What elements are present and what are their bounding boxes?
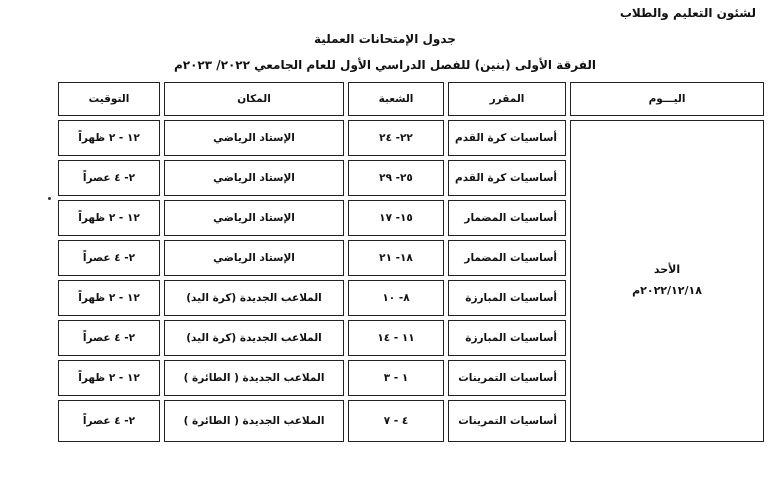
row-place: الملاعب الجديدة ( الطائرة ) xyxy=(164,360,344,396)
header-day: اليـــوم xyxy=(570,82,764,116)
day-name: الأحد xyxy=(653,263,681,277)
stray-mark xyxy=(48,197,51,200)
row-course: أساسيات المضمار xyxy=(448,200,566,236)
row-place: الإستاد الرياضي xyxy=(164,160,344,196)
row-place: الملاعب الجديدة ( الطائرة ) xyxy=(164,400,344,442)
row-course: أساسيات المضمار xyxy=(448,240,566,276)
row-place: الملاعب الجديدة (كرة اليد) xyxy=(164,320,344,356)
row-time: ٢- ٤ عصراً xyxy=(58,400,160,442)
row-section: ١٥- ١٧ xyxy=(348,200,444,236)
row-section: ١٨- ٢١ xyxy=(348,240,444,276)
document-subtitle: الفرقة الأولى (بنين) للفصل الدراسي الأول للعام الجامعي ٢٠٢٢/ ٢٠٢٣م xyxy=(173,58,597,72)
row-place: الإستاد الرياضي xyxy=(164,120,344,156)
row-course: أساسيات المبارزة xyxy=(448,280,566,316)
row-course: أساسيات التمرينات xyxy=(448,400,566,442)
header-course: المقرر xyxy=(448,82,566,116)
day-date: ٢٠٢٢/١٢/١٨م xyxy=(632,284,702,297)
row-time: ١٢ - ٢ ظهراً xyxy=(58,200,160,236)
row-course: أساسيات كرة القدم xyxy=(448,160,566,196)
header-section: الشعبة xyxy=(348,82,444,116)
row-section: ٨- ١٠ xyxy=(348,280,444,316)
row-time: ٢- ٤ عصراً xyxy=(58,320,160,356)
row-course: أساسيات التمرينات xyxy=(448,360,566,396)
department-heading: لشئون التعليم والطلاب xyxy=(619,6,756,20)
row-time: ١٢ - ٢ ظهراً xyxy=(58,280,160,316)
row-section: ٢٢- ٢٤ xyxy=(348,120,444,156)
row-time: ٢- ٤ عصراً xyxy=(58,240,160,276)
exam-schedule-table xyxy=(58,82,764,442)
row-place: الإستاد الرياضي xyxy=(164,200,344,236)
row-section: ١١ - ١٤ xyxy=(348,320,444,356)
row-section: ١ - ٣ xyxy=(348,360,444,396)
row-section: ٢٥- ٢٩ xyxy=(348,160,444,196)
row-course: أساسيات كرة القدم xyxy=(448,120,566,156)
row-time: ١٢ - ٢ ظهراً xyxy=(58,120,160,156)
day-cell xyxy=(570,120,764,442)
row-section: ٤ - ٧ xyxy=(348,400,444,442)
row-place: الإستاد الرياضي xyxy=(164,240,344,276)
row-time: ١٢ - ٢ ظهراً xyxy=(58,360,160,396)
header-time: التوقيت xyxy=(58,82,160,116)
header-place: المكان xyxy=(164,82,344,116)
row-place: الملاعب الجديدة (كرة اليد) xyxy=(164,280,344,316)
document-title: جدول الإمتحانات العملية xyxy=(314,32,456,46)
row-course: أساسيات المبارزة xyxy=(448,320,566,356)
row-time: ٢- ٤ عصراً xyxy=(58,160,160,196)
